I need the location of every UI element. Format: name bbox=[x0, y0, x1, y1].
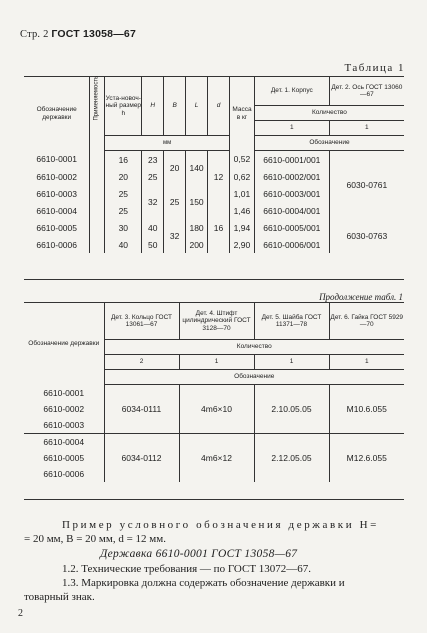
t1-row-H: 40 bbox=[142, 219, 164, 236]
t2-header-designation: Обозначение державки bbox=[24, 303, 104, 385]
t2-header-p6: Дет. 6. Гайка ГОСТ 5929—70 bbox=[329, 303, 404, 340]
t2-g1-p6: M10.6.055 bbox=[329, 385, 404, 434]
t1-row-H: 32 bbox=[142, 185, 164, 219]
t1-row-mass: 1,46 bbox=[229, 202, 254, 219]
t1-q1: 1 bbox=[254, 121, 329, 136]
clause-1-3-line2: товарный знак. bbox=[24, 591, 95, 603]
t1-row-applic bbox=[90, 219, 105, 236]
t1-row-mass: 1,01 bbox=[229, 185, 254, 202]
t1-header-part1: Дет. 1. Корпус bbox=[254, 77, 329, 106]
t2-g2-p6: M12.6.055 bbox=[329, 433, 404, 482]
page-header bbox=[20, 28, 136, 40]
t1-header-L: L bbox=[186, 77, 208, 136]
t1-header-mass: Масса в кг bbox=[229, 77, 254, 151]
t1-row-applic bbox=[90, 168, 105, 185]
t1-row-mass: 0,62 bbox=[229, 168, 254, 185]
t1-row-h: 16 bbox=[105, 151, 142, 169]
t1-row-mass: 1,94 bbox=[229, 219, 254, 236]
example-title: Державка 6610-0001 ГОСТ 13058—67 bbox=[100, 548, 298, 560]
t1-row-B: 32 bbox=[164, 219, 186, 253]
t1-row-h: 40 bbox=[105, 236, 142, 253]
t2-q4: 1 bbox=[179, 355, 254, 370]
t1-row-h: 25 bbox=[105, 202, 142, 219]
t2-header-p3: Дет. 3. Кольцо ГОСТ 13061—67 bbox=[104, 303, 179, 340]
t1-header-applicability: Применяемость bbox=[90, 77, 105, 151]
t2-g1-p4: 4m6×10 bbox=[179, 385, 254, 434]
t2-header-designation-lower: Обозначение bbox=[104, 370, 404, 385]
t1-header-installed-size: Уста-новоч-ный размер h bbox=[105, 77, 142, 136]
t1-row-d: 16 bbox=[208, 202, 230, 253]
table1-caption: Таблица 1 bbox=[344, 62, 405, 74]
t1-header-quantity: Количество bbox=[254, 106, 404, 121]
t1-row-code: 6610-0006 bbox=[36, 239, 77, 250]
t1-row-code: 6610-0001 bbox=[36, 154, 77, 165]
example-line2: = 20 мм, B = 20 мм, d = 12 мм. bbox=[24, 533, 166, 545]
t2-g1-p3: 6034-0111 bbox=[104, 385, 179, 434]
t1-row-applic bbox=[90, 185, 105, 202]
t1-part2-group1: 6030-0761 bbox=[329, 151, 404, 220]
t2-row-code: 6610-0006 bbox=[43, 468, 85, 479]
t1-header-part2: Дет. 2. Ось ГОСТ 13060—67 bbox=[329, 77, 404, 106]
t1-row-h: 20 bbox=[105, 168, 142, 185]
t1-row-part1: 6610-0003/001 bbox=[254, 185, 329, 202]
t1-row-d: 12 bbox=[208, 151, 230, 203]
t1-row-h: 25 bbox=[105, 185, 142, 202]
t2-header-quantity: Количество bbox=[104, 340, 404, 355]
t1-row-h: 30 bbox=[105, 219, 142, 236]
t2-row-code: 6610-0003 bbox=[43, 419, 85, 430]
t1-row-H: 25 bbox=[142, 168, 164, 185]
t2-q6: 1 bbox=[329, 355, 404, 370]
t1-row-code: 6610-0004 bbox=[36, 205, 77, 216]
t1-row-code: 6610-0003 bbox=[36, 188, 77, 199]
t2-row-code: 6610-0002 bbox=[43, 403, 85, 414]
table2 bbox=[24, 302, 404, 482]
t1-row-part1: 6610-0006/001 bbox=[254, 236, 329, 253]
t2-q3: 2 bbox=[104, 355, 179, 370]
t1-row-code: 6610-0005 bbox=[36, 222, 77, 233]
t1-row-code: 6610-0002 bbox=[36, 171, 77, 182]
t2-row-code: 6610-0001 bbox=[43, 387, 85, 398]
t1-row-L: 140 bbox=[186, 151, 208, 186]
t2-g2-p5: 2.12.05.05 bbox=[254, 433, 329, 482]
t2-header-p4: Дет. 4. Штифт цилиндрический ГОСТ 3128—70 bbox=[179, 303, 254, 340]
t1-header-designation: Обозначение державки bbox=[24, 77, 90, 151]
table-continuation-label: Продолжение табл. 1 bbox=[319, 292, 403, 302]
t2-g1-p5: 2.10.05.05 bbox=[254, 385, 329, 434]
t1-row-part1: 6610-0005/001 bbox=[254, 219, 329, 236]
t1-header-B: B bbox=[164, 77, 186, 136]
t1-row-H: 50 bbox=[142, 236, 164, 253]
t1-row-L: 200 bbox=[186, 236, 208, 253]
t1-row-H: 23 bbox=[142, 151, 164, 169]
t1-q2: 1 bbox=[329, 121, 404, 136]
table1 bbox=[24, 76, 404, 253]
t1-row-applic bbox=[90, 151, 105, 169]
t1-row-L: 150 bbox=[186, 185, 208, 219]
t1-row-mass: 0,52 bbox=[229, 151, 254, 169]
t1-row-applic bbox=[90, 236, 105, 253]
t1-header-H: H bbox=[142, 77, 164, 136]
table1-bottom-rule bbox=[24, 279, 404, 280]
t2-q5: 1 bbox=[254, 355, 329, 370]
example-line1: Пример условного обозначения державки H= bbox=[62, 519, 379, 531]
t2-g2-p3: 6034-0112 bbox=[104, 433, 179, 482]
t1-row-B: 20 bbox=[164, 151, 186, 186]
t1-header-d: d bbox=[208, 77, 230, 136]
t1-row-mass: 2,90 bbox=[229, 236, 254, 253]
t1-row-part1: 6610-0004/001 bbox=[254, 202, 329, 219]
clause-1-3-line1: 1.3. Маркировка должна содержать обозначение державки и bbox=[62, 577, 345, 589]
page-number: 2 bbox=[18, 608, 23, 619]
t1-part2-group2: 6030-0763 bbox=[329, 219, 404, 253]
t1-row-L: 180 bbox=[186, 219, 208, 236]
t2-header-p5: Дет. 5. Шайба ГОСТ 11371—78 bbox=[254, 303, 329, 340]
t1-row-applic bbox=[90, 202, 105, 219]
clause-1-2: 1.2. Технические требования — по ГОСТ 13072—67. bbox=[62, 563, 312, 575]
t1-row-part1: 6610-0001/001 bbox=[254, 151, 329, 169]
t1-header-unit: мм bbox=[105, 136, 230, 151]
t1-row-part1: 6610-0002/001 bbox=[254, 168, 329, 185]
t1-row-B: 25 bbox=[164, 185, 186, 219]
t2-row-code: 6610-0004 bbox=[24, 433, 104, 450]
page-header-prefix: Стр. 2 bbox=[20, 29, 49, 40]
standard-code: ГОСТ 13058—67 bbox=[51, 28, 136, 40]
table2-bottom-rule bbox=[24, 499, 404, 500]
t2-g2-p4: 4m6×12 bbox=[179, 433, 254, 482]
t1-header-designation-lower: Обозначение bbox=[254, 136, 404, 151]
t2-row-code: 6610-0005 bbox=[43, 452, 85, 463]
